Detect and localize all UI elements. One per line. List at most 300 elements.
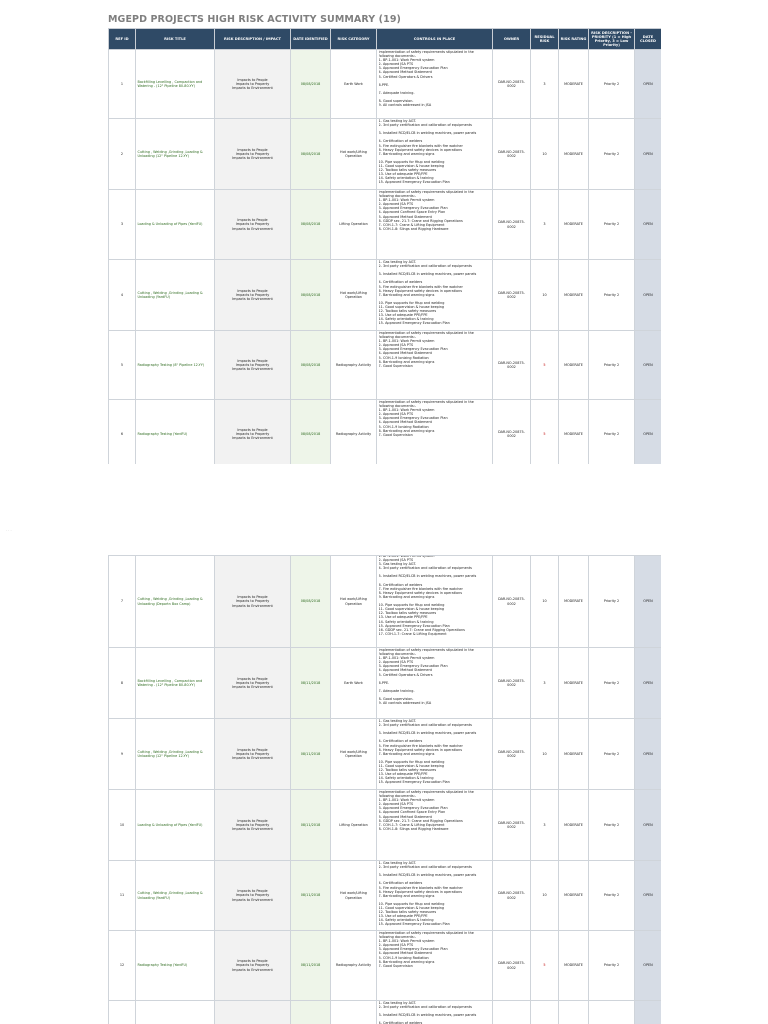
table-row: [109, 50, 662, 119]
risk-title-cell: Radiography Testing (YardFU): [136, 400, 215, 465]
date-identified-cell: 08/08/2018: [291, 556, 331, 648]
control-line: 7- Adequate training.: [378, 688, 415, 693]
date-closed-cell: OPEN: [635, 556, 662, 648]
control-line: 4- Approved Confined Space Entry Plan: [378, 210, 446, 215]
header-row: [109, 29, 662, 50]
priority-cell: Priority 2: [589, 790, 635, 861]
risk-category-cell: Radiography Activity: [331, 400, 377, 465]
risk-rating-cell: MODERATE: [559, 190, 589, 260]
table-row: [109, 400, 662, 465]
risk-category-cell: Radiography Activity: [331, 331, 377, 400]
owner-cell: DAR-NO-20875-0002: [493, 790, 531, 861]
risk-table-page-1: [108, 28, 661, 464]
risk-category-cell: Earth Work: [331, 50, 377, 119]
control-line: 12- Toolbox talks safety measures: [378, 910, 437, 915]
control-line: 14- Safety orientation & training: [378, 176, 434, 181]
control-line: 5- Fire extinguisher fire blankets with fire watcher: [378, 743, 463, 748]
control-line: 6- Heavy Equipment safety devices in operations: [378, 147, 462, 152]
controls-cell: [377, 400, 493, 465]
control-line: 9- Barricading and warning signs: [378, 594, 435, 599]
control-line: 5- COH-1-9 Ionizing Radiation: [378, 355, 429, 360]
ref-id-cell: 3: [109, 190, 136, 260]
control-line: 4- Certification of welders: [378, 139, 423, 144]
date-closed-cell: OPEN: [635, 260, 662, 331]
risk-category-cell: Hot work/Lifting Operation: [331, 260, 377, 331]
owner-cell: DAR-NO-20875-0002: [493, 260, 531, 331]
owner-cell: DAR-NO-20875-0002: [493, 331, 531, 400]
control-line: 7- Good Supervision: [378, 432, 413, 437]
control-line: 7- COH-1-7: Crane & Lifting Equipment: [378, 222, 445, 227]
residual-risk-cell: 5: [531, 400, 559, 465]
control-line: 6- GDDP sec. 21.7: Crane and Rigging Operations: [378, 818, 463, 823]
control-line: 3- Approved Emergency Evacuation Plan: [378, 416, 448, 421]
date-closed-cell: [635, 1001, 662, 1024]
control-line: 13- Use of adequate PPE/FPE: [378, 615, 428, 620]
control-line: Implementation of safety requirements stipulated in the: [378, 648, 474, 652]
control-line: following documents:-: [378, 935, 417, 940]
risk-description-cell: Impacts to People Impacts to Property Impacts to Environment: [215, 556, 291, 648]
residual-risk-cell: 5: [531, 331, 559, 400]
control-line: 10- Pipe supports for fitup and welding: [378, 901, 445, 906]
control-line: 11- Good supervision & house keeping: [378, 164, 445, 169]
control-line: 4- 3rd party certification and calibration of equipments: [378, 566, 472, 571]
residual-risk-cell: 3: [531, 648, 559, 719]
table-row: [109, 1001, 662, 1024]
risk-title-cell: Loading & Unloading of Pipes (YardFU): [136, 790, 215, 861]
control-line: following documents:-: [378, 652, 417, 657]
control-line: Implementation of safety requirements stipulated in the: [378, 400, 474, 404]
control-line: Implementation of safety requirements stipulated in the: [378, 931, 474, 935]
control-line: 15- Approved Emergency Evacuation Plan: [378, 623, 450, 628]
table-row: [109, 331, 662, 400]
risk-description-cell: Impacts to People Impacts to Property Impacts to Environment: [215, 400, 291, 465]
date-closed-cell: OPEN: [635, 190, 662, 260]
control-line: 8- Heavy Equipment safety devices in operations: [378, 590, 462, 595]
residual-risk-cell: [531, 1001, 559, 1024]
ref-id-cell: 9: [109, 719, 136, 790]
priority-cell: Priority 2: [589, 50, 635, 119]
control-line: 6- Heavy Equipment safety devices in operations: [378, 747, 462, 752]
priority-cell: Priority 2: [589, 260, 635, 331]
control-line: 13- Use of adequate PPE/FPE: [378, 772, 428, 777]
owner-cell: DAR-NO-20875-0002: [493, 50, 531, 119]
control-line: 2- Approved JSA PTS: [378, 62, 414, 67]
controls-cell: [377, 50, 493, 119]
control-line: 7- Barricading and warning signs: [378, 751, 435, 756]
control-line: 1- BP-1-001: Work Permit system: [378, 58, 435, 63]
table-row: [109, 790, 662, 861]
risk-category-cell: [331, 1001, 377, 1024]
control-line: 5- Installed RCD/ELCB in welding machines, power panels: [378, 574, 477, 579]
controls-cell: [377, 190, 493, 260]
priority-cell: Priority 2: [589, 931, 635, 1001]
control-line: 1- Gas testing by AGT.: [378, 719, 417, 723]
control-line: 1- Gas testing by AGT.: [378, 260, 417, 264]
controls-cell: [377, 648, 493, 719]
control-line: 5- COH-1-9 Ionizing Radiation: [378, 424, 429, 429]
control-line: 3- Installed RCD/ELCB in welding machines, power panels: [378, 1013, 477, 1018]
residual-risk-cell: 3: [531, 790, 559, 861]
control-line: 2- Approved JSA PTS: [378, 802, 414, 807]
control-line: 13- Use of adequate PPE/FPE: [378, 914, 428, 919]
risk-rating-cell: MODERATE: [559, 931, 589, 1001]
control-line: 6- GDDP sec. 21.7: Crane and Rigging Operations: [378, 218, 463, 223]
risk-rating-cell: MODERATE: [559, 556, 589, 648]
risk-table-page-2: [108, 555, 661, 1024]
priority-cell: Priority 2: [589, 400, 635, 465]
date-closed-cell: OPEN: [635, 400, 662, 465]
date-identified-cell: 08/11/2018: [291, 931, 331, 1001]
control-line: 2- 3rd party certification and calibration of equipments: [378, 865, 472, 870]
date-closed-cell: OPEN: [635, 931, 662, 1001]
controls-cell: [377, 719, 493, 790]
date-closed-cell: OPEN: [635, 719, 662, 790]
control-line: 12- Toolbox talks safety measures: [378, 611, 437, 616]
control-line: 10- Pipe supports for fitup and welding: [378, 759, 445, 764]
control-line: following documents:-: [378, 794, 417, 799]
control-line: 16- GDDP sec. 21.7: Crane and Rigging Operations: [378, 627, 465, 632]
date-identified-cell: 08/11/2018: [291, 861, 331, 931]
control-line: 1- BP-1-001: Work Permit system: [378, 339, 435, 344]
controls-cell: [377, 790, 493, 861]
residual-risk-cell: 10: [531, 556, 559, 648]
risk-rating-cell: MODERATE: [559, 260, 589, 331]
date-identified-cell: 08/11/2018: [291, 648, 331, 719]
owner-cell: DAR-NO-20875-0002: [493, 400, 531, 465]
control-line: 7- COH-1-7: Crane & Lifting Equipment: [378, 822, 445, 827]
risk-rating-cell: MODERATE: [559, 331, 589, 400]
residual-risk-cell: 3: [531, 190, 559, 260]
ref-id-cell: 8: [109, 648, 136, 719]
risk-rating-cell: MODERATE: [559, 861, 589, 931]
risk-description-cell: Impacts to People Impacts to Property Impacts to Environment: [215, 260, 291, 331]
priority-cell: Priority 2: [589, 861, 635, 931]
residual-risk-cell: 10: [531, 861, 559, 931]
control-line: 6-PPE.: [378, 680, 390, 685]
control-line: following documents:-: [378, 54, 417, 59]
control-line: 1- Gas testing by AGT.: [378, 1001, 417, 1005]
risk-table: [108, 555, 661, 1024]
owner-cell: DAR-NO-20875-0002: [493, 119, 531, 190]
header-date-identified: DATE IDENTIFIED: [291, 29, 331, 50]
risk-description-cell: Impacts to People Impacts to Property Impacts to Environment: [215, 790, 291, 861]
owner-cell: DAR-NO-20875-0002: [493, 648, 531, 719]
header-risk-category: RISK CATEGORY: [331, 29, 377, 50]
control-line: 8- COH-1-8: Slings and Rigging Hardware: [378, 826, 449, 831]
control-line: 14- Safety orientation & training: [378, 317, 434, 322]
date-closed-cell: OPEN: [635, 790, 662, 861]
residual-risk-cell: 10: [531, 260, 559, 331]
table-row: [109, 190, 662, 260]
header-risk-description: RISK DESCRIPTION / IMPACT: [215, 29, 291, 50]
control-line: 15- Approved Emergency Evacuation Plan: [378, 780, 450, 785]
control-line: following documents:-: [378, 404, 417, 409]
control-line: 2- Approved JSA PTS: [378, 202, 414, 207]
control-line: 2- Approved JSA PTS: [378, 412, 414, 417]
risk-rating-cell: MODERATE: [559, 719, 589, 790]
risk-description-cell: Impacts to People Impacts to Property Impacts to Environment: [215, 190, 291, 260]
risk-rating-cell: MODERATE: [559, 400, 589, 465]
date-closed-cell: OPEN: [635, 648, 662, 719]
risk-title-cell: Radiography Testing (8" Pipeline 12-YY): [136, 331, 215, 400]
control-line: 12- Toolbox talks safety measures: [378, 309, 437, 314]
risk-category-cell: Hot work/Lifting Operation: [331, 556, 377, 648]
control-line: 9- All controls addressed in JSA: [378, 701, 432, 706]
risk-category-cell: Hot work/Lifting Operation: [331, 119, 377, 190]
control-line: 3- Installed RCD/ELCB in welding machines, power panels: [378, 873, 477, 878]
control-line: 13- Use of adequate PPE/FPE: [378, 172, 428, 177]
date-identified-cell: [291, 1001, 331, 1024]
control-line: 4- Approved Method Statement: [378, 420, 432, 425]
risk-title-cell: Cutting , Welding ,Grinding ,Loading & Unloading (Deportn Box Camp): [136, 556, 215, 648]
control-line: 6- Barricading and warning signs: [378, 428, 435, 433]
residual-risk-cell: 3: [531, 50, 559, 119]
control-line: 3- Installed RCD/ELCB in welding machines, power panels: [378, 731, 477, 736]
ref-id-cell: 5: [109, 331, 136, 400]
control-line: 14- Safety orientation & training: [378, 776, 434, 781]
control-line: 2- 3rd party certification and calibration of equipments: [378, 723, 472, 728]
control-line: 7- Good Supervision: [378, 963, 413, 968]
owner-cell: DAR-NO-20875-0002: [493, 190, 531, 260]
control-line: 3- Approved Emergency Evacuation Plan: [378, 806, 448, 811]
risk-description-cell: Impacts to People Impacts to Property Impacts to Environment: [215, 331, 291, 400]
priority-cell: Priority 2: [589, 719, 635, 790]
risk-description-cell: Impacts to People Impacts to Property Impacts to Environment: [215, 50, 291, 119]
control-line: 8- Good supervision.: [378, 99, 414, 104]
date-identified-cell: 08/08/2018: [291, 119, 331, 190]
control-line: following documents:-: [378, 335, 417, 340]
risk-title-cell: Radiography Testing (YardFU): [136, 931, 215, 1001]
residual-risk-cell: 10: [531, 119, 559, 190]
risk-title-cell: Cutting , Welding ,Grinding ,Loading & Unloading (12" Pipeline 12-YY): [136, 719, 215, 790]
risk-rating-cell: MODERATE: [559, 648, 589, 719]
control-line: 11- Good supervision & house keeping: [378, 607, 445, 612]
controls-cell: [377, 119, 493, 190]
control-line: Implementation of safety requirements stipulated in the: [378, 50, 474, 54]
header-priority: RISK DESCRIPTION - PRIORITY (1 = High Priority, 3 = Low Priority): [589, 29, 635, 50]
control-line: 5- Fire extinguisher fire blankets with fire watcher: [378, 143, 463, 148]
control-line: 4- Certification of welders: [378, 739, 423, 744]
control-line: 5- Approved Method Statement: [378, 814, 432, 819]
risk-title-cell: Loading & Unloading of Pipes (YardFU): [136, 190, 215, 260]
date-identified-cell: 08/08/2018: [291, 331, 331, 400]
control-line: 1- BP-1-001: Work Permit system: [378, 656, 435, 661]
control-line: 4- Approved Method Statement: [378, 668, 432, 673]
control-line: 1- Gas testing by AGT.: [378, 119, 417, 123]
owner-cell: DAR-NO-20875-0002: [493, 556, 531, 648]
controls-cell: [377, 931, 493, 1001]
owner-cell: DAR-NO-20875-0002: [493, 719, 531, 790]
control-line: 6- Heavy Equipment safety devices in operations: [378, 889, 462, 894]
header-ref-id: REF ID: [109, 29, 136, 50]
document-title: MGEPD PROJECTS HIGH RISK ACTIVITY SUMMARY (19): [108, 14, 401, 25]
risk-category-cell: Hot work/Lifting Operation: [331, 719, 377, 790]
ref-id-cell: 12: [109, 931, 136, 1001]
control-line: 2- 3rd party certification and calibration of equipments: [378, 123, 472, 128]
control-line: Implementation of safety requirements stipulated in the: [378, 790, 474, 794]
control-line: 15- Approved Emergency Evacuation Plan: [378, 922, 450, 927]
date-identified-cell: 08/08/2018: [291, 260, 331, 331]
controls-cell: [377, 331, 493, 400]
date-identified-cell: 08/08/2018: [291, 50, 331, 119]
control-line: 15- Approved Emergency Evacuation Plan: [378, 180, 450, 185]
control-line: 10- Pipe supports for fitup and welding: [378, 603, 445, 608]
control-line: Implementation of safety requirements stipulated in the: [378, 331, 474, 335]
control-line: 11- Good supervision & house keeping: [378, 764, 445, 769]
control-line: 11- Good supervision & house keeping: [378, 305, 445, 310]
header-risk-rating: RISK RATING: [559, 29, 589, 50]
control-line: 6- Heavy Equipment safety devices in operations: [378, 288, 462, 293]
risk-rating-cell: [559, 1001, 589, 1024]
table-row: [109, 648, 662, 719]
table-row: [109, 119, 662, 190]
risk-description-cell: Impacts to People Impacts to Property Impacts to Environment: [215, 719, 291, 790]
risk-table: [108, 28, 661, 464]
risk-title-cell: Cutting , Welding ,Grinding ,Loading & Unloading (12" Pipeline 12-YY): [136, 119, 215, 190]
control-line: 3- Installed RCD/ELCB in welding machines, power panels: [378, 272, 477, 277]
control-line: 3- Approved Emergency Evacuation Plan: [378, 347, 448, 352]
header-controls: CONTROLS IN PLACE: [377, 29, 493, 50]
table-row: [109, 861, 662, 931]
control-line: 3- Approved Emergency Evacuation Plan: [378, 66, 448, 71]
control-line: 1- Gas testing by AGT.: [378, 861, 417, 865]
control-line: 14- Safety orientation & training: [378, 619, 434, 624]
control-line: 2- Approved JSA PTS: [378, 660, 414, 665]
risk-category-cell: Lifting Operation: [331, 190, 377, 260]
control-line: 6- Barricading and warning signs: [378, 959, 435, 964]
priority-cell: Priority 2: [589, 556, 635, 648]
risk-description-cell: Impacts to People Impacts to Property Impacts to Environment: [215, 648, 291, 719]
control-line: 4- Certification of welders: [378, 1021, 423, 1024]
risk-title-cell: Backfilling Levelling , Compaction and Watering - (12" Pipeline 80-80-YY): [136, 648, 215, 719]
risk-title-cell: Backfilling Levelling , Compaction and Watering - (12" Pipeline 80-80-YY): [136, 50, 215, 119]
control-line: 1- BP-1-001: Work Permit system: [378, 408, 435, 413]
risk-title-cell: [136, 1001, 215, 1024]
risk-title-cell: Cutting , Welding ,Grinding ,Loading & Unloading (YardFU): [136, 260, 215, 331]
control-line: 3- Approved Emergency Evacuation Plan: [378, 206, 448, 211]
control-line: 15- Approved Emergency Evacuation Plan: [378, 321, 450, 326]
priority-cell: Priority 2: [589, 648, 635, 719]
ref-id-cell: 1: [109, 50, 136, 119]
ref-id-cell: 6: [109, 400, 136, 465]
control-line: 13- Use of adequate PPE/FPE: [378, 313, 428, 318]
owner-cell: [493, 1001, 531, 1024]
date-identified-cell: 08/11/2018: [291, 790, 331, 861]
control-line: 8- Good supervision.: [378, 697, 414, 702]
priority-cell: Priority 2: [589, 119, 635, 190]
date-closed-cell: OPEN: [635, 861, 662, 931]
control-line: 1- BP-1-001: Work Permit system: [378, 555, 435, 558]
control-line: 6- Barricading and warning signs: [378, 359, 435, 364]
risk-category-cell: Hot work/Lifting Operation: [331, 861, 377, 931]
control-line: following documents:-: [378, 194, 417, 199]
table-row: [109, 719, 662, 790]
date-closed-cell: OPEN: [635, 50, 662, 119]
header-owner: OWNER: [493, 29, 531, 50]
control-line: 1- BP-1-001: Work Permit system: [378, 939, 435, 944]
header-residual-risk: RESIDUAL RISK: [531, 29, 559, 50]
priority-cell: Priority 2: [589, 331, 635, 400]
control-line: 7- Fire extinguisher fire blankets with fire watcher: [378, 586, 463, 591]
risk-category-cell: Earth Work: [331, 648, 377, 719]
control-line: 7- Barricading and warning signs: [378, 151, 435, 156]
risk-rating-cell: MODERATE: [559, 119, 589, 190]
ref-id-cell: 4: [109, 260, 136, 331]
risk-rating-cell: MODERATE: [559, 790, 589, 861]
controls-cell: [377, 861, 493, 931]
risk-category-cell: Lifting Operation: [331, 790, 377, 861]
residual-risk-cell: 10: [531, 719, 559, 790]
control-line: 10- Pipe supports for fitup and welding: [378, 159, 445, 164]
risk-description-cell: Impacts to People Impacts to Property Impacts to Environment: [215, 931, 291, 1001]
control-line: 3- Installed RCD/ELCB in welding machines, power panels: [378, 131, 477, 136]
control-line: 7- Barricading and warning signs: [378, 893, 435, 898]
owner-cell: DAR-NO-20875-0002: [493, 861, 531, 931]
table-row: [109, 556, 662, 648]
control-line: 4- Approved Confined Space Entry Plan: [378, 810, 446, 815]
control-line: 12- Toolbox talks safety measures: [378, 768, 437, 773]
control-line: 2- Approved JSA PTS: [378, 943, 414, 948]
header-date-closed: DATE CLOSED: [635, 29, 662, 50]
control-line: 11- Good supervision & house keeping: [378, 906, 445, 911]
control-line: 6-PPE.: [378, 82, 390, 87]
ref-id-cell: 11: [109, 861, 136, 931]
owner-cell: DAR-NO-20875-0002: [493, 931, 531, 1001]
control-line: 5- Fire extinguisher fire blankets with fire watcher: [378, 284, 463, 289]
ref-id-cell: 10: [109, 790, 136, 861]
date-closed-cell: OPEN: [635, 119, 662, 190]
control-line: 4- Approved Method Statement: [378, 70, 432, 75]
control-line: 4- Approved Method Statement: [378, 351, 432, 356]
control-line: 8- COH-1-8: Slings and Rigging Hardware: [378, 226, 449, 231]
control-line: 10- Pipe supports for fitup and welding: [378, 300, 445, 305]
risk-category-cell: Radiography Activity: [331, 931, 377, 1001]
control-line: 9- All controls addressed in JSA: [378, 103, 432, 108]
date-identified-cell: 08/08/2018: [291, 400, 331, 465]
risk-description-cell: Impacts to People Impacts to Property Impacts to Environment: [215, 119, 291, 190]
control-line: 5- COH-1-9 Ionizing Radiation: [378, 955, 429, 960]
control-line: 1- BP-1-001: Work Permit system: [378, 198, 435, 203]
date-closed-cell: OPEN: [635, 331, 662, 400]
control-line: 3- Approved Emergency Evacuation Plan: [378, 664, 448, 669]
risk-title-cell: Cutting , Welding ,Grinding ,Loading & Unloading (YardFU): [136, 861, 215, 931]
control-line: 7- Good Supervision: [378, 363, 413, 368]
control-line: 3- Gas testing by AGT.: [378, 562, 417, 567]
control-line: 5- Fire extinguisher fire blankets with fire watcher: [378, 885, 463, 890]
risk-description-cell: Impacts to People Impacts to Property Impacts to Environment: [215, 861, 291, 931]
control-line: 2- 3rd party certification and calibration of equipments: [378, 264, 472, 269]
control-line: 14- Safety orientation & training: [378, 918, 434, 923]
control-line: 12- Toolbox talks safety measures: [378, 168, 437, 173]
control-line: 2- Approved JSA PTS: [378, 558, 414, 563]
control-line: 1- BP-1-001: Work Permit system: [378, 798, 435, 803]
control-line: 5- Approved Method Statement: [378, 214, 432, 219]
margin-note: · · ·: [6, 529, 12, 533]
date-identified-cell: 08/08/2018: [291, 190, 331, 260]
priority-cell: Priority 2: [589, 190, 635, 260]
control-line: 2- 3rd party certification and calibration of equipments: [378, 1005, 472, 1010]
control-line: 3- Approved Emergency Evacuation Plan: [378, 947, 448, 952]
residual-risk-cell: 5: [531, 931, 559, 1001]
date-identified-cell: 08/11/2018: [291, 719, 331, 790]
control-line: 7- Barricading and warning signs: [378, 292, 435, 297]
controls-cell: [377, 1001, 493, 1024]
control-line: 7- Adequate training.: [378, 90, 415, 95]
risk-rating-cell: MODERATE: [559, 50, 589, 119]
table-row: [109, 931, 662, 1001]
ref-id-cell: 7: [109, 556, 136, 648]
control-line: 2- Approved JSA PTS: [378, 343, 414, 348]
